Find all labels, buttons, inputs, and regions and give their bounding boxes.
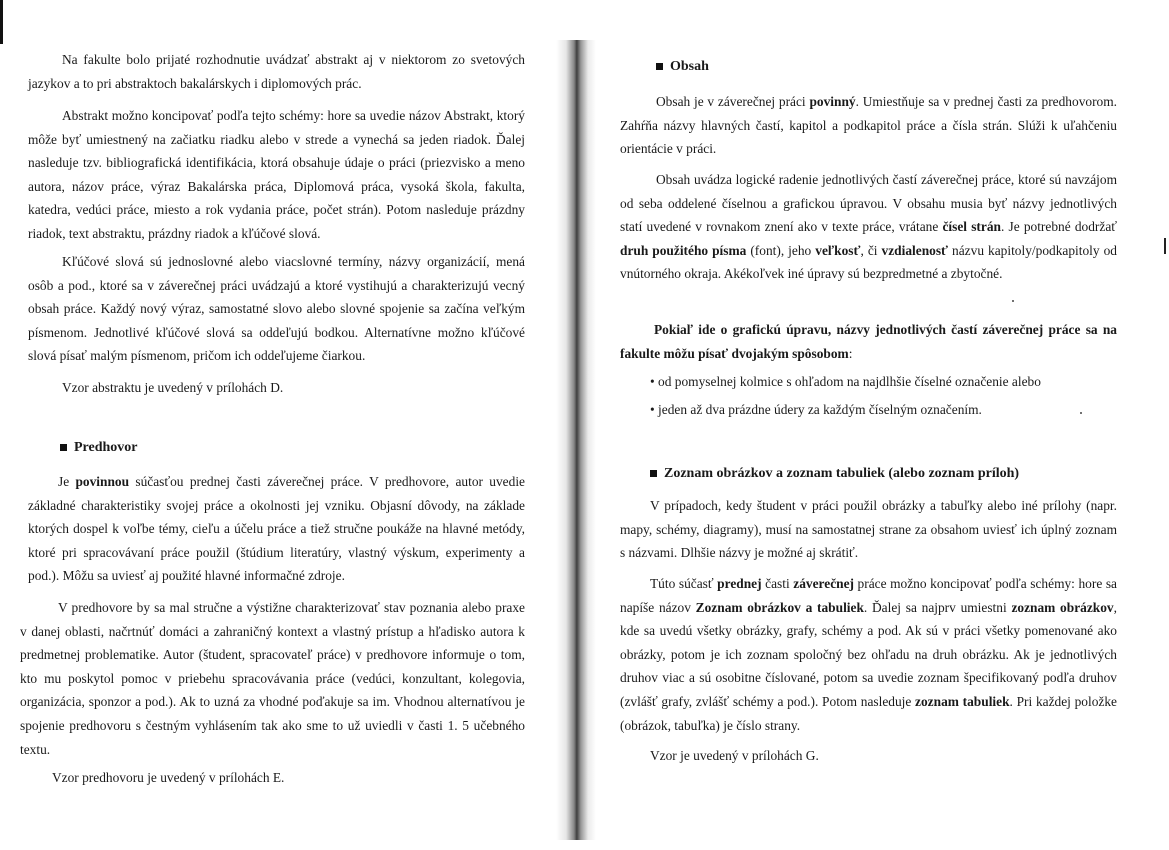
list-item: • od pomyselnej kolmice s ohľadom na najdlhšie číselné označenie alebo [650, 368, 1110, 396]
left-page [0, 0, 560, 850]
heading-text: Obsah [670, 59, 709, 74]
format-options-list [650, 368, 1110, 424]
zoznam-paragraph-1: V prípadoch, kedy študent v práci použil obrázky a tabuľky alebo iné prílohy (napr. mapy, schémy, diagramy), musí na samostatnej strane za obsahom uviesť ich úplný zoznam s názvami. Dlhšie názvy je možné aj skrátiť. [620, 498, 1117, 561]
scan-speck [1012, 300, 1014, 302]
heading-bullet-square [650, 470, 657, 477]
heading-bullet-square [656, 63, 663, 70]
zoznam-sample-note: Vzor je uvedený v prílohách G. [650, 748, 819, 763]
keywords-paragraph: Kľúčové slová sú jednoslovné alebo viacslovné termíny, názvy organizácií, mená osôb a pod., ktoré sa v záverečnej práci uvádzajú a ktoré vystihujú a charakterizujú vecný obsah práce. Každý nový výraz, samostatné slovo alebo slovné spojenie sa začína veľkým písmenom. Jednotlivé kľúčové slová sa oddeľujú bodkou. Alternatívne možno kľúčové slová písať malým písmenom, pričom ich oddeľujeme čiarkou. [28, 254, 525, 364]
section-heading-obsah [656, 59, 709, 75]
obsah-paragraph-2: Obsah uvádza logické radenie jednotlivých častí záverečnej práce, ktoré sú navzájom od seba oddelené číselnou a grafickou úpravou. V obsahu musia byť názvy jednotlivých statí uvedené v rovnakom znení ako v texte práce, vrátane čísel strán. Je potrebné dodržať druh použitého písma (font), jeho veľkosť, či vzdialenosť názvu kapitoly/podkapitoly od vnútorného okraja. Akékoľvek iné úpravy sú bezpredmetné a zbytočné. [620, 172, 1118, 282]
abstract-sample-note: Vzor abstraktu je uvedený v prílohách D. [62, 380, 284, 395]
obsah-paragraph-1: Obsah je v záverečnej práci povinný. Umiestňuje sa v prednej časti za predhovorom. Zahŕňa názvy hlavných častí, kapitol a podkapitol práce a čísla strán. Slúži k uľahčeniu orientácie v práci. [620, 94, 1118, 157]
section-heading-zoznam [650, 466, 1019, 482]
zoznam-paragraph-2: Túto súčasť prednej časti záverečnej práce možno koncipovať podľa schémy: hore sa napíše názov Zoznam obrázkov a tabuliek. Ďalej sa najprv umiestni zoznam obrázkov, kde sa uvedú všetky obrázky, grafy, schémy a pod. Ak sú v práci všetky pomenované ako obrázky, potom je ich zoznam spoločný bez ohľadu na druh obrázku. Ak je jednotlivých druhov viac a sú osobitne číslované, potom sa uvedie zoznam špecifikovaný podľa druhov (zvlášť grafy, zvlášť schémy a pod.). Potom nasleduje zoznam tabuliek. Pri každej položke (obrázok, tabuľka) je číslo strany. [620, 576, 1118, 733]
abstract-scheme-paragraph: Abstrakt možno koncipovať podľa tejto schémy: hore sa uvedie názov Abstrakt, ktorý môže byť umiestnený na začiatku riadku alebo v strede a vynechá sa jeden riadok. Ďalej nasleduje tzv. bibliografická identifikácia, ktorá obsahuje údaje o práci (priezvisko a meno autora, názov práce, výraz Bakalárska práca, Diplomová práca, vysoká škola, fakulta, katedra, vedúci práce, miesto a rok vydania práce, počet strán). Potom nasleduje prázdny riadok, text abstraktu, prázdny riadok a kľúčové slová. [28, 108, 525, 241]
predhovor-sample-note: Vzor predhovoru je uvedený v prílohách E. [52, 770, 285, 785]
section-heading-predhovor [60, 440, 138, 456]
obsah-graphic-format-paragraph: Pokiaľ ide o grafickú úpravu, názvy jednotlivých častí záverečnej práce sa na fakulte môžu písať dvojakým spôsobom: [620, 322, 1117, 361]
heading-text: Predhovor [74, 440, 138, 455]
heading-bullet-square [60, 444, 67, 451]
heading-text: Zoznam obrázkov a zoznam tabuliek (alebo zoznam príloh) [664, 466, 1020, 481]
right-page [600, 0, 1169, 850]
book-spine-shadow [556, 40, 596, 840]
scan-speck [1080, 412, 1082, 414]
predhovor-paragraph-2: V predhovore by sa mal stručne a výstižne charakterizovať stav poznania alebo praxe v danej oblasti, načrtnúť domáci a zahraničný kontext a vlastný prístup a hľadisko autora k predmetnej problematike. Autor (študent, spracovateľ práce) v predhovore informuje o tom, kto mu poskytol pomoc v priebehu spracovávania práce (vedúci, konzultant, kolegovia, organizácia, sponzor a pod.). Ak to uzná za vhodné poďakuje sa im. Vhodnou alternatívou je spojenie predhovoru s čestným vyhlásením tak ako sme to už uviedli v časti 1. 5 učebného textu. [20, 600, 525, 757]
predhovor-paragraph-1: Je povinnou súčasťou prednej časti záverečnej práce. V predhovore, autor uvedie základné charakteristiky svojej práce a okolnosti jej vzniku. Objasní dôvody, na základe ktorých dospel k voľbe témy, cieľu a účelu práce a tiež stručne poukáže na hlavné metódy, ktoré pri spracovávaní práce použil (štúdium literatúry, vlastný výskum, experimenty a pod.). Môžu sa uviesť aj použité hlavné informačné zdroje. [28, 474, 525, 584]
list-item: • jeden až dva prázdne údery za každým číselným označením. [650, 396, 1110, 424]
abstract-language-paragraph: Na fakulte bolo prijaté rozhodnutie uvádzať abstrakt aj v niektorom zo svetových jazykov a to pri abstraktoch bakalárskych i diplomových prác. [28, 52, 525, 91]
